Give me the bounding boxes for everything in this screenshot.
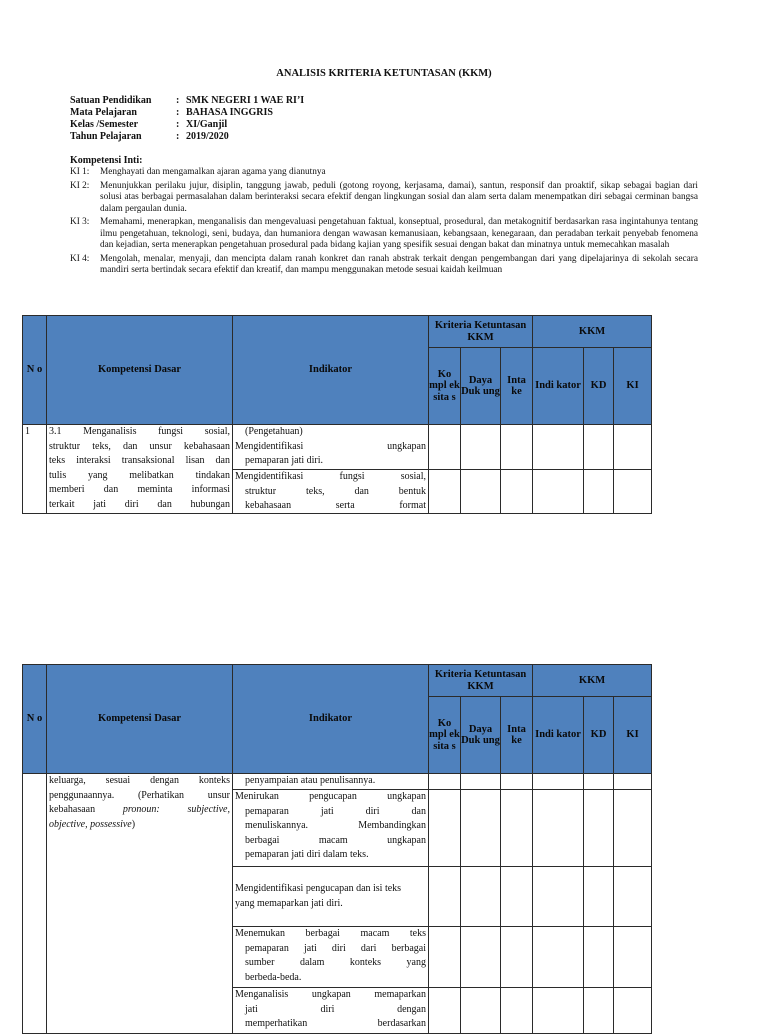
indikator-line: jati diri dengan bbox=[245, 1003, 426, 1015]
header-kkm: KKM bbox=[533, 665, 652, 697]
indikator-line: struktur teks, dan bentuk bbox=[245, 485, 426, 497]
header-kriteria: Kriteria Ketuntasan KKM bbox=[429, 316, 533, 348]
info-label: Tahun Pelajaran bbox=[70, 131, 142, 142]
ki-item bbox=[70, 254, 698, 277]
indikator-cell bbox=[233, 790, 429, 867]
ki-heading: Kompetensi Inti: bbox=[70, 155, 143, 166]
empty-cell bbox=[584, 790, 614, 867]
kd-text: kebahasaan bbox=[49, 804, 96, 816]
indikator-line: Mengidentifikasi fungsi sosial, bbox=[235, 471, 426, 482]
empty-cell bbox=[533, 470, 584, 514]
kd-text: ) bbox=[131, 818, 136, 830]
indikator-line: Mengidentifikasi ungkapan bbox=[235, 440, 426, 452]
info-row-year: Tahun Pelajaran : 2019/2020 bbox=[70, 131, 229, 142]
empty-cell bbox=[614, 425, 652, 470]
header-kriteria: Kriteria Ketuntasan KKM bbox=[429, 665, 533, 697]
kd-line bbox=[49, 818, 230, 833]
info-value: SMK NEGERI 1 WAE RI’I bbox=[186, 95, 305, 106]
document-info bbox=[70, 95, 304, 143]
empty-cell bbox=[461, 867, 501, 927]
header-kd: KD bbox=[584, 697, 614, 774]
indikator-line: Menemukan berbagai macam teks bbox=[235, 928, 426, 939]
page-title: ANALISIS KRITERIA KETUNTASAN (KKM) bbox=[276, 68, 492, 79]
empty-cell bbox=[461, 425, 501, 470]
ki-text: Mengolah, menalar, menyaji, dan mencipta dalam ranah konkret dan ranah abstrak terkait dengan pengembangan dari yang dipelajarinya di sekolah secara mandiri serta bertindak secara efektif dan kreatif, dan mampu menggunakan metode sesuai kaidah keilmuan bbox=[100, 253, 698, 275]
info-label: Kelas /Semester bbox=[70, 119, 139, 130]
indikator-line: sumber dalam konteks yang bbox=[245, 957, 426, 969]
ki-label: KI 4: bbox=[70, 253, 90, 264]
empty-cell bbox=[461, 790, 501, 867]
kd-cell bbox=[47, 425, 233, 514]
empty-cell bbox=[614, 774, 652, 790]
indikator-cell bbox=[233, 774, 429, 790]
ki-item bbox=[70, 217, 698, 252]
indikator-line: Menirukan pengucapan ungkapan bbox=[235, 791, 426, 802]
indikator-line: pemaparan jati diri dalam teks. bbox=[245, 849, 369, 861]
header-ki: KI bbox=[614, 348, 652, 425]
kkm-table-2 bbox=[22, 664, 652, 1034]
header-indikator: Indikator bbox=[233, 665, 429, 774]
kd-italic: objective, possessive bbox=[49, 818, 132, 830]
info-value: BAHASA INGGRIS bbox=[186, 107, 273, 118]
kd-line: struktur teks, dan unsur kebahasaan bbox=[49, 440, 230, 452]
indikator-cell bbox=[233, 470, 429, 514]
empty-cell bbox=[461, 774, 501, 790]
empty-cell bbox=[501, 988, 533, 1034]
ki-label: KI 2: bbox=[70, 180, 90, 191]
indikator-line: memperhatikan berdasarkan bbox=[245, 1018, 426, 1030]
indikator-cell bbox=[233, 988, 429, 1034]
empty-cell bbox=[501, 425, 533, 470]
indikator-line: berbeda-beda. bbox=[245, 971, 302, 983]
ki-item bbox=[70, 181, 698, 216]
empty-cell bbox=[501, 867, 533, 927]
header-kompetensi-dasar: Kompetensi Dasar bbox=[47, 665, 233, 774]
empty-cell bbox=[429, 425, 461, 470]
kd-cell bbox=[47, 774, 233, 1034]
kkm-table-1 bbox=[22, 315, 652, 514]
ki-label: KI 3: bbox=[70, 217, 90, 227]
header-indikator-kkm: Indi kator bbox=[533, 348, 584, 425]
info-row-subject: Mata Pelajaran : BAHASA INGGRIS bbox=[70, 107, 273, 118]
header-ki: KI bbox=[614, 697, 652, 774]
info-row-school: Satuan Pendidikan : SMK NEGERI 1 WAE RI’I bbox=[70, 95, 305, 106]
empty-cell bbox=[501, 470, 533, 514]
empty-cell bbox=[461, 470, 501, 514]
kd-line: keluarga, sesuai dengan konteks bbox=[49, 775, 230, 786]
empty-cell bbox=[533, 867, 584, 927]
header-no: N o bbox=[23, 665, 47, 774]
header-daya-dukung: Daya Duk ung bbox=[461, 697, 501, 774]
ki-text: Menghayati dan mengamalkan ajaran agama yang dianutnya bbox=[100, 167, 326, 177]
indikator-line: pemaparan jati diri. bbox=[245, 455, 324, 467]
info-label: Satuan Pendidikan bbox=[70, 95, 152, 106]
kd-line: 3.1 Menganalisis fungsi sosial, bbox=[49, 426, 230, 437]
header-kompleksitas: Ko mpl ek sita s bbox=[429, 697, 461, 774]
empty-cell bbox=[461, 988, 501, 1034]
ki-item bbox=[70, 167, 698, 179]
empty-cell bbox=[614, 927, 652, 988]
empty-cell bbox=[584, 927, 614, 988]
info-value: XI/Ganjil bbox=[186, 119, 228, 130]
info-value: 2019/2020 bbox=[186, 131, 229, 142]
empty-cell bbox=[533, 927, 584, 988]
indikator-cell bbox=[233, 927, 429, 988]
empty-cell bbox=[614, 988, 652, 1034]
empty-cell bbox=[533, 425, 584, 470]
header-kkm: KKM bbox=[533, 316, 652, 348]
empty-cell bbox=[461, 927, 501, 988]
ki-label: KI 1: bbox=[70, 167, 90, 177]
ki-list bbox=[70, 167, 698, 279]
header-intake: Inta ke bbox=[501, 697, 533, 774]
empty-cell bbox=[584, 988, 614, 1034]
indikator-line: (Pengetahuan) bbox=[245, 426, 303, 437]
empty-cell bbox=[501, 790, 533, 867]
header-kompetensi-dasar: Kompetensi Dasar bbox=[47, 316, 233, 425]
indikator-line: Mengidentifikasi pengucapan dan isi teks bbox=[235, 882, 402, 894]
kd-line: teks interaksi transaksional lisan dan bbox=[49, 455, 230, 467]
empty-cell bbox=[584, 867, 614, 927]
info-label: Mata Pelajaran bbox=[70, 107, 137, 118]
empty-cell bbox=[429, 927, 461, 988]
empty-cell bbox=[429, 988, 461, 1034]
header-kompleksitas: Ko mpl ek sita s bbox=[429, 348, 461, 425]
indikator-line: menuliskannya. Membandingkan bbox=[245, 820, 426, 832]
empty-cell bbox=[533, 988, 584, 1034]
empty-cell bbox=[533, 774, 584, 790]
indikator-cell bbox=[233, 867, 429, 927]
indikator-line: berbagai macam ungkapan bbox=[245, 834, 426, 846]
empty-cell bbox=[584, 774, 614, 790]
empty-cell bbox=[429, 790, 461, 867]
header-daya-dukung: Daya Duk ung bbox=[461, 348, 501, 425]
empty-cell bbox=[614, 790, 652, 867]
indikator-line: kebahasaan serta format bbox=[245, 500, 426, 512]
header-indikator: Indikator bbox=[233, 316, 429, 425]
empty-cell bbox=[429, 774, 461, 790]
kd-line: penggunaannya. (Perhatikan unsur bbox=[49, 789, 230, 801]
kd-line: tulis yang melibatkan tindakan bbox=[49, 469, 230, 481]
empty-cell bbox=[614, 470, 652, 514]
empty-cell bbox=[533, 790, 584, 867]
row-number bbox=[23, 774, 47, 1034]
empty-cell bbox=[429, 867, 461, 927]
ki-text: Memahami, menerapkan, menganalisis dan mengevaluasi pengetahuan faktual, konseptual, prosedural, dan metakognitif berdasarkan rasa ingintahunya tentang ilmu pengetahuan, teknologi, seni, budaya, dan humaniora dengan wawasan kemanusiaan, kebangsaan, kenegaraan, dan peradaban terkait penyebab fenomena dan kejadian, serta menerapkan pengetahuan prosedural pada bidang kajian yang spesifik sesuai dengan bakat dan minatnya untuk memecahkan masalah bbox=[100, 217, 698, 250]
kd-line: terkait jati diri dan hubungan bbox=[49, 498, 230, 510]
header-kd: KD bbox=[584, 348, 614, 425]
empty-cell bbox=[501, 927, 533, 988]
indikator-line: yang memaparkan jati diri. bbox=[235, 897, 343, 909]
empty-cell bbox=[614, 867, 652, 927]
ki-text: Menunjukkan perilaku jujur, disiplin, tanggung jawab, peduli (gotong royong, kerjasama, damai), santun, responsif dan proaktif, sikap sebagai bagian dari solusi atas berbagai permasalahan dalam berinteraksi secara efektif dengan lingkungan sosial dan alam serta dalam menempatkan diri sebagai cerminan bangsa dalam pergaulan dunia. bbox=[100, 180, 698, 214]
header-intake: Inta ke bbox=[501, 348, 533, 425]
indikator-line: Menganalisis ungkapan memaparkan bbox=[235, 989, 426, 1000]
indikator-line: pemaparan jati diri dari berbagai bbox=[245, 942, 426, 954]
kd-italic: pronoun: subjective, bbox=[122, 804, 230, 816]
kd-line: memberi dan meminta informasi bbox=[49, 484, 230, 496]
header-indikator-kkm: Indi kator bbox=[533, 697, 584, 774]
header-no: N o bbox=[23, 316, 47, 425]
indikator-line: penyampaian atau penulisannya. bbox=[245, 775, 376, 786]
empty-cell bbox=[501, 774, 533, 790]
indikator-line: pemaparan jati diri dan bbox=[245, 805, 426, 817]
empty-cell bbox=[429, 470, 461, 514]
empty-cell bbox=[584, 470, 614, 514]
kd-line bbox=[49, 803, 230, 818]
row-number: 1 bbox=[23, 425, 47, 514]
empty-cell bbox=[584, 425, 614, 470]
indikator-cell bbox=[233, 425, 429, 470]
info-row-class: Kelas /Semester : XI/Ganjil bbox=[70, 119, 228, 130]
